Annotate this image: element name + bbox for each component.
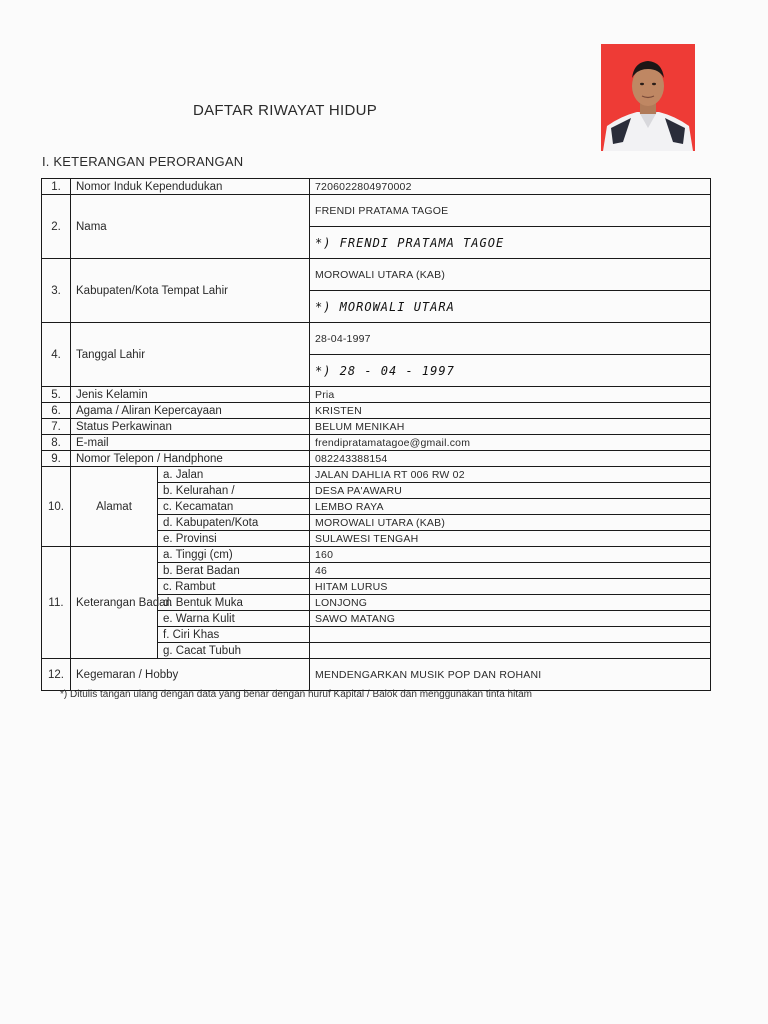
rambut-value: HITAM LURUS: [310, 579, 711, 595]
personal-info-table: [41, 178, 711, 691]
row-label: Alamat: [71, 467, 158, 547]
sub-label: f. Ciri Khas: [158, 627, 310, 643]
warna-kulit-value: SAWO MATANG: [310, 611, 711, 627]
sub-label: e. Provinsi: [158, 531, 310, 547]
berat-value: 46: [310, 563, 711, 579]
document-title: DAFTAR RIWAYAT HIDUP: [193, 102, 378, 119]
email-value: frendipratamatagoe@gmail.com: [310, 435, 711, 451]
table-row: [42, 659, 711, 691]
table-row: [42, 387, 711, 403]
tanggal-lahir-value: 28-04-1997: [310, 323, 711, 355]
table-row: [42, 403, 711, 419]
kecamatan-value: LEMBO RAYA: [310, 499, 711, 515]
bentuk-muka-value: LONJONG: [310, 595, 711, 611]
sub-label: c. Kecamatan: [158, 499, 310, 515]
provinsi-value: SULAWESI TENGAH: [310, 531, 711, 547]
sub-label: a. Tinggi (cm): [158, 547, 310, 563]
kabupaten-value: MOROWALI UTARA (KAB): [310, 515, 711, 531]
jalan-value: JALAN DAHLIA RT 006 RW 02: [310, 467, 711, 483]
row-number: 1.: [42, 179, 71, 195]
row-number: 3.: [42, 259, 71, 323]
tinggi-value: 160: [310, 547, 711, 563]
table-row: [42, 179, 711, 195]
row-label: E-mail: [71, 435, 310, 451]
row-number: 11.: [42, 547, 71, 659]
table-row: [42, 467, 711, 483]
sub-label: d. Kabupaten/Kota: [158, 515, 310, 531]
row-number: 7.: [42, 419, 71, 435]
row-number: 12.: [42, 659, 71, 691]
tempat-lahir-handwritten: *) MOROWALI UTARA: [310, 291, 711, 323]
hobby-value: MENDENGARKAN MUSIK POP DAN ROHANI: [310, 659, 711, 691]
sub-label: b. Kelurahan /: [158, 483, 310, 499]
sub-label: g. Cacat Tubuh: [158, 643, 310, 659]
table-row: [42, 435, 711, 451]
row-number: 4.: [42, 323, 71, 387]
row-label: Nomor Induk Kependudukan: [71, 179, 310, 195]
row-label: Tanggal Lahir: [71, 323, 310, 387]
sub-label: e. Warna Kulit: [158, 611, 310, 627]
row-number: 2.: [42, 195, 71, 259]
tempat-lahir-value: MOROWALI UTARA (KAB): [310, 259, 711, 291]
ciri-khas-value: [310, 627, 711, 643]
row-label: Status Perkawinan: [71, 419, 310, 435]
row-label: Kegemaran / Hobby: [71, 659, 310, 691]
nama-value: FRENDI PRATAMA TAGOE: [310, 195, 711, 227]
row-number: 10.: [42, 467, 71, 547]
row-number: 6.: [42, 403, 71, 419]
table-row: [42, 195, 711, 227]
kelurahan-value: DESA PA'AWARU: [310, 483, 711, 499]
row-label: Nomor Telepon / Handphone: [71, 451, 310, 467]
row-label: Kabupaten/Kota Tempat Lahir: [71, 259, 310, 323]
table-row: [42, 547, 711, 563]
section-title: I. KETERANGAN PERORANGAN: [42, 154, 244, 169]
jenis-kelamin-value: Pria: [310, 387, 711, 403]
profile-photo: [601, 44, 695, 151]
telepon-value: 082243388154: [310, 451, 711, 467]
sub-label: d. Bentuk Muka: [158, 595, 310, 611]
nama-handwritten: *) FRENDI PRATAMA TAGOE: [310, 227, 711, 259]
sub-label: a. Jalan: [158, 467, 310, 483]
row-label: Nama: [71, 195, 310, 259]
tanggal-lahir-handwritten: *) 28 - 04 - 1997: [310, 355, 711, 387]
table-row: [42, 323, 711, 355]
sub-label: b. Berat Badan: [158, 563, 310, 579]
row-label: Agama / Aliran Kepercayaan: [71, 403, 310, 419]
sub-label: c. Rambut: [158, 579, 310, 595]
row-label: Keterangan Badan: [71, 547, 158, 659]
row-number: 5.: [42, 387, 71, 403]
row-number: 8.: [42, 435, 71, 451]
table-row: [42, 259, 711, 291]
table-row: [42, 451, 711, 467]
cacat-tubuh-value: [310, 643, 711, 659]
status-value: BELUM MENIKAH: [310, 419, 711, 435]
agama-value: KRISTEN: [310, 403, 711, 419]
footnote: *) Ditulis tangan ulang dengan data yang benar dengan huruf Kapital / Balok dan menggunakan tinta hitam: [60, 689, 533, 700]
row-label: Jenis Kelamin: [71, 387, 310, 403]
table-row: [42, 419, 711, 435]
nik-value: 7206022804970002: [310, 179, 711, 195]
row-number: 9.: [42, 451, 71, 467]
